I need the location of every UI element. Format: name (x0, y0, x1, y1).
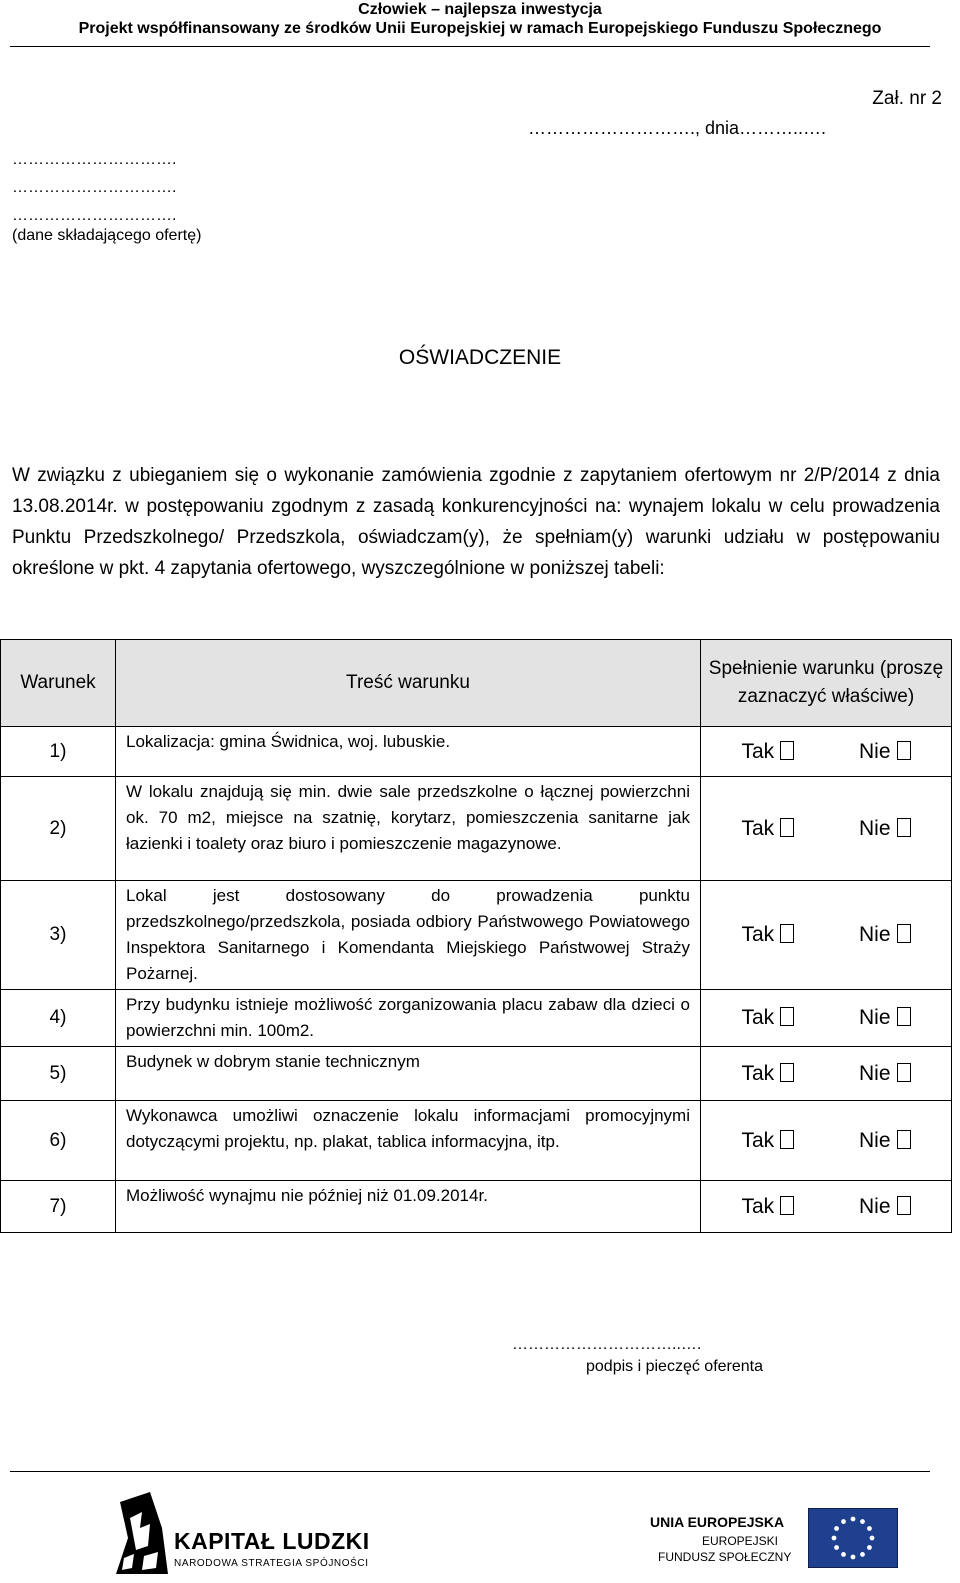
right-logo-line3: FUNDUSZ SPOŁECZNY (658, 1550, 792, 1564)
intro-paragraph: W związku z ubieganiem się o wykonanie zamówienia zgodnie z zapytaniem ofertowym nr 2/P/2014 z dnia 13.08.2014r. w postępowaniu zgodnym z zasadą konkurencyjności na: wynajem lokalu w celu prowadzenia Punktu Przedszkolnego/ Przedszkola, oświadczam(y), że spełniam(y) warunki udziału w postępowaniu określone w pkt. 4 zapytania ofertowego, wyszczególnione w poniższej tabeli: (12, 465, 940, 579)
eu-star-icon (832, 1536, 837, 1541)
table-header-row (1, 640, 952, 727)
checkbox-no[interactable] (897, 818, 911, 837)
option-no[interactable] (859, 740, 911, 764)
header-fulfilment: Spełnienie warunku (proszę zaznaczyć właściwe) (701, 640, 952, 727)
header-cofinancing: Projekt współfinansowany ze środków Unii Europejskiej w ramach Europejskiego Funduszu Społecznego (78, 20, 882, 37)
eu-flag-icon (808, 1508, 898, 1568)
condition-number: 6) (1, 1101, 116, 1181)
option-yes-label: Tak (741, 1006, 775, 1029)
condition-text: Lokalizacja: gmina Świdnica, woj. lubuskie. (116, 727, 701, 777)
table-row (1, 990, 952, 1047)
option-no[interactable] (859, 1195, 911, 1219)
condition-fulfilment (701, 1047, 952, 1101)
checkbox-yes[interactable] (780, 924, 794, 943)
header-condition: Warunek (1, 640, 116, 727)
header-slogan: Człowiek – najlepsza inwestycja (358, 1, 602, 18)
condition-number: 5) (1, 1047, 116, 1101)
checkbox-yes[interactable] (780, 1063, 794, 1082)
table-row (1, 777, 952, 881)
header-divider (10, 46, 930, 47)
condition-number: 3) (1, 881, 116, 990)
option-yes[interactable] (741, 740, 794, 764)
option-no[interactable] (859, 923, 911, 947)
eu-star-icon (851, 1517, 856, 1522)
condition-fulfilment (701, 881, 952, 990)
checkbox-no[interactable] (897, 1063, 911, 1082)
sender-caption: (dane składającego ofertę) (12, 227, 202, 244)
option-yes-label: Tak (741, 1061, 775, 1085)
condition-text: Wykonawca umożliwi oznaczenie lokalu informacjami promocyjnymi dotyczącymi projektu, np. plakat, tablica informacyjna, itp. (116, 1101, 701, 1181)
eu-star-icon (841, 1552, 846, 1557)
checkbox-no[interactable] (897, 1007, 911, 1026)
eu-star-icon (860, 1519, 865, 1524)
sender-line-2: …………………………. (12, 179, 177, 196)
table-row (1, 1181, 952, 1233)
eu-star-icon (851, 1555, 856, 1560)
table-row (1, 727, 952, 777)
header-condition-text: Treść warunku (116, 640, 701, 727)
checkbox-yes[interactable] (780, 1007, 794, 1026)
eu-star-icon (841, 1519, 846, 1524)
condition-fulfilment (701, 727, 952, 777)
right-logo-line2: EUROPEJSKI (702, 1534, 779, 1548)
option-no-label: Nie (859, 1194, 891, 1218)
option-no-label: Nie (859, 816, 891, 840)
conditions-table (0, 639, 952, 1233)
condition-text: Lokal jest dostosowany do prowadzenia punktu przedszkolnego/przedszkola, posiada odbiory Państwowego Powiatowego Inspektora Sanitarnego i Komendanta Miejskiego Państwowej Straży Pożarnej. (116, 881, 701, 990)
option-yes[interactable] (741, 1006, 794, 1030)
left-logo-title: KAPITAŁ LUDZKI (174, 1528, 370, 1554)
option-yes-label: Tak (741, 816, 775, 840)
option-yes-label: Tak (741, 739, 775, 763)
option-yes-label: Tak (741, 1128, 775, 1152)
option-yes[interactable] (741, 1062, 794, 1086)
option-yes[interactable] (741, 1129, 794, 1153)
condition-text: Przy budynku istnieje możliwość zorganizowania placu zabaw dla dzieci o powierzchni min. 100m2. (116, 990, 701, 1047)
condition-text: Możliwość wynajmu nie później niż 01.09.2014r. (116, 1181, 701, 1233)
condition-fulfilment (701, 1181, 952, 1233)
eu-logo (650, 1508, 900, 1572)
option-no[interactable] (859, 1062, 911, 1086)
sender-block (12, 146, 176, 230)
checkbox-yes[interactable] (780, 741, 794, 760)
table-row (1, 1101, 952, 1181)
checkbox-yes[interactable] (780, 1130, 794, 1149)
right-logo-line1: UNIA EUROPEJSKA (650, 1514, 785, 1530)
option-no-label: Nie (859, 1006, 891, 1029)
footer-divider (10, 1471, 930, 1472)
option-no[interactable] (859, 1006, 911, 1030)
eu-star-icon (860, 1552, 865, 1557)
table-row (1, 1047, 952, 1101)
left-logo-subtitle: NARODOWA STRATEGIA SPÓJNOŚCI (174, 1558, 369, 1569)
condition-number: 1) (1, 727, 116, 777)
checkbox-yes[interactable] (780, 818, 794, 837)
kapital-ludzki-emblem-icon (110, 1488, 172, 1578)
option-no[interactable] (859, 1129, 911, 1153)
option-yes-label: Tak (741, 923, 775, 946)
eu-star-icon (870, 1536, 875, 1541)
condition-number: 2) (1, 777, 116, 881)
condition-fulfilment (701, 1101, 952, 1181)
condition-fulfilment (701, 990, 952, 1047)
checkbox-yes[interactable] (780, 1196, 794, 1215)
kapital-ludzki-logo (110, 1488, 370, 1578)
checkbox-no[interactable] (897, 741, 911, 760)
option-no-label: Nie (859, 739, 891, 763)
option-no[interactable] (859, 817, 911, 841)
checkbox-no[interactable] (897, 1196, 911, 1215)
sender-line-3: …………………………. (12, 207, 177, 224)
sender-line-1: …………………………. (12, 151, 177, 168)
option-yes[interactable] (741, 923, 794, 947)
condition-text: Budynek w dobrym stanie technicznym (116, 1047, 701, 1101)
eu-star-icon (834, 1545, 839, 1550)
checkbox-no[interactable] (897, 924, 911, 943)
eu-star-icon (867, 1526, 872, 1531)
option-yes[interactable] (741, 817, 794, 841)
option-yes-label: Tak (741, 1194, 775, 1218)
option-no-label: Nie (859, 1128, 891, 1152)
eu-star-icon (867, 1545, 872, 1550)
condition-number: 4) (1, 990, 116, 1047)
condition-fulfilment (701, 777, 952, 881)
attachment-number: Zał. nr 2 (872, 88, 942, 109)
condition-number: 7) (1, 1181, 116, 1233)
checkbox-no[interactable] (897, 1130, 911, 1149)
eu-star-icon (834, 1526, 839, 1531)
option-no-label: Nie (859, 923, 891, 946)
signature-dots: …………………………..…. (512, 1336, 702, 1353)
signature-caption: podpis i pieczęć oferenta (586, 1358, 763, 1375)
option-yes[interactable] (741, 1195, 794, 1219)
document-title: OŚWIADCZENIE (398, 346, 562, 369)
condition-text: W lokalu znajdują się min. dwie sale przedszkolne o łącznej powierzchni ok. 70 m2, miejsce na szatnię, korytarz, pomieszczenia sanitarne jak łazienki i toalety oraz biuro i pomieszczenie magazynowe. (116, 777, 701, 881)
option-no-label: Nie (859, 1061, 891, 1085)
place-date-line: ………………………., dnia………..…. (528, 118, 827, 138)
table-row (1, 881, 952, 990)
